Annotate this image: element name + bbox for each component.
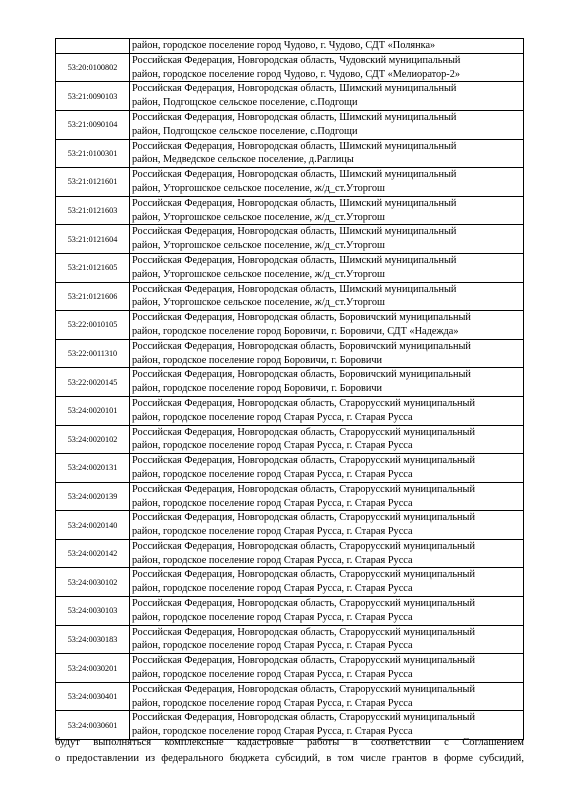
table-row bbox=[56, 396, 524, 425]
address-line: район, городское поселение город Старая Русса, г. Старая Русса bbox=[132, 411, 413, 423]
cadastral-number: 53:24:0020142 bbox=[56, 539, 130, 568]
cadastral-number: 53:24:0020140 bbox=[56, 511, 130, 540]
address-cell bbox=[130, 110, 524, 139]
address-cell bbox=[130, 82, 524, 111]
address-cell bbox=[130, 396, 524, 425]
address-line: Российская Федерация, Новгородская область, Шимский муниципальный bbox=[132, 140, 457, 152]
address-line: район, Уторгошское сельское поселение, ж/д_ст.Уторгош bbox=[132, 182, 385, 194]
address-line: район, городское поселение город Старая Русса, г. Старая Русса bbox=[132, 640, 413, 652]
address-line: район, городское поселение город Старая Русса, г. Старая Русса bbox=[132, 583, 413, 595]
address-cell bbox=[130, 311, 524, 340]
address-line: район, Уторгошское сельское поселение, ж/д_ст.Уторгош bbox=[132, 211, 385, 223]
address-line: Российская Федерация, Новгородская область, Боровичский муниципальный bbox=[132, 340, 471, 352]
address-cell bbox=[130, 39, 524, 54]
address-cell bbox=[130, 368, 524, 397]
address-line: район, городское поселение город Чудово, г. Чудово, СДТ «Мелиоратор-2» bbox=[132, 68, 461, 80]
table-row bbox=[56, 53, 524, 82]
table-row bbox=[56, 368, 524, 397]
address-cell bbox=[130, 225, 524, 254]
address-line: Российская Федерация, Новгородская область, Старорусский муниципальный bbox=[132, 683, 475, 695]
cadastral-number: 53:24:0030183 bbox=[56, 625, 130, 654]
table-row bbox=[56, 82, 524, 111]
address-cell bbox=[130, 682, 524, 711]
cadastral-number: 53:24:0020101 bbox=[56, 396, 130, 425]
paragraph-line: о предоставлении из федерального бюджета субсидий, в том числе грантов в форме субсидий, bbox=[55, 753, 524, 764]
address-cell bbox=[130, 139, 524, 168]
table-row bbox=[56, 168, 524, 197]
cadastral-number: 53:21:0121604 bbox=[56, 225, 130, 254]
cadastral-number: 53:21:0090103 bbox=[56, 82, 130, 111]
address-line: район, городское поселение город Старая Русса, г. Старая Русса bbox=[132, 440, 413, 452]
address-line: район, городское поселение город Старая Русса, г. Старая Русса bbox=[132, 526, 413, 538]
address-line: Российская Федерация, Новгородская область, Старорусский муниципальный bbox=[132, 626, 475, 638]
cadastral-number: 53:24:0030201 bbox=[56, 654, 130, 683]
address-line: район, городское поселение город Старая Русса, г. Старая Русса bbox=[132, 726, 413, 738]
address-cell bbox=[130, 568, 524, 597]
cadastral-number: 53:21:0100301 bbox=[56, 139, 130, 168]
cadastral-number: 53:22:0020145 bbox=[56, 368, 130, 397]
address-cell bbox=[130, 253, 524, 282]
address-line: Российская Федерация, Новгородская область, Старорусский муниципальный bbox=[132, 426, 475, 438]
address-cell bbox=[130, 454, 524, 483]
table-row bbox=[56, 625, 524, 654]
address-line: район, городское поселение город Старая Русса, г. Старая Русса bbox=[132, 468, 413, 480]
address-line: район, городское поселение город Боровичи, г. Боровичи, СДТ «Надежда» bbox=[132, 325, 459, 337]
table-row bbox=[56, 511, 524, 540]
address-cell bbox=[130, 511, 524, 540]
address-cell bbox=[130, 282, 524, 311]
table-row bbox=[56, 139, 524, 168]
cadastral-table-body bbox=[56, 39, 524, 740]
address-line: Российская Федерация, Новгородская область, Старорусский муниципальный bbox=[132, 512, 475, 524]
address-line: район, городское поселение город Боровичи, г. Боровичи bbox=[132, 354, 383, 366]
table-row bbox=[56, 110, 524, 139]
cadastral-number: 53:21:0121605 bbox=[56, 253, 130, 282]
address-line: Российская Федерация, Новгородская область, Старорусский муниципальный bbox=[132, 397, 475, 409]
address-cell bbox=[130, 597, 524, 626]
table-row bbox=[56, 568, 524, 597]
address-line: район, Подгощское сельское поселение, с.Подгощи bbox=[132, 125, 358, 137]
table-row bbox=[56, 282, 524, 311]
address-line: Российская Федерация, Новгородская область, Шимский муниципальный bbox=[132, 197, 457, 209]
address-line: Российская Федерация, Новгородская область, Боровичский муниципальный bbox=[132, 312, 471, 324]
address-line: Российская Федерация, Новгородская область, Шимский муниципальный bbox=[132, 83, 457, 95]
address-line: район, городское поселение город Старая Русса, г. Старая Русса bbox=[132, 669, 413, 681]
address-line: район, Медведское сельское поселение, д.Раглицы bbox=[132, 154, 354, 166]
address-line: район, городское поселение город Старая Русса, г. Старая Русса bbox=[132, 611, 413, 623]
table-row bbox=[56, 425, 524, 454]
address-cell bbox=[130, 53, 524, 82]
cadastral-number: 53:20:0100802 bbox=[56, 53, 130, 82]
table-row bbox=[56, 311, 524, 340]
cadastral-number: 53:24:0020139 bbox=[56, 482, 130, 511]
paragraph-line: будут выполняться комплексные кадастровые работы в соответствии с Соглашением bbox=[55, 737, 524, 748]
cadastral-code-cell bbox=[56, 39, 130, 54]
address-cell bbox=[130, 625, 524, 654]
table-row bbox=[56, 225, 524, 254]
address-cell bbox=[130, 539, 524, 568]
address-line: район, городское поселение город Боровичи, г. Боровичи bbox=[132, 383, 383, 395]
address-line: Российская Федерация, Новгородская область, Старорусский муниципальный bbox=[132, 483, 475, 495]
table-row bbox=[56, 597, 524, 626]
table-row bbox=[56, 39, 524, 54]
address-line: район, Уторгошское сельское поселение, ж/д_ст.Уторгош bbox=[132, 268, 385, 280]
table-row bbox=[56, 253, 524, 282]
cadastral-number: 53:21:0090104 bbox=[56, 110, 130, 139]
address-cell bbox=[130, 196, 524, 225]
address-line: Российская Федерация, Новгородская область, Чудовский муниципальный bbox=[132, 54, 461, 66]
table-row bbox=[56, 539, 524, 568]
cadastral-number: 53:22:0011310 bbox=[56, 339, 130, 368]
table-row bbox=[56, 339, 524, 368]
cadastral-number: 53:21:0121603 bbox=[56, 196, 130, 225]
address-line: Российская Федерация, Новгородская область, Шимский муниципальный bbox=[132, 111, 457, 123]
address-cell bbox=[130, 482, 524, 511]
address-line: Российская Федерация, Новгородская область, Шимский муниципальный bbox=[132, 283, 457, 295]
address-line: район, Подгощское сельское поселение, с.Подгощи bbox=[132, 97, 358, 109]
address-line: район, Уторгошское сельское поселение, ж/д_ст.Уторгош bbox=[132, 240, 385, 252]
table-row bbox=[56, 682, 524, 711]
address-cell bbox=[130, 339, 524, 368]
address-line: Российская Федерация, Новгородская область, Старорусский муниципальный bbox=[132, 540, 475, 552]
table-row bbox=[56, 482, 524, 511]
cadastral-number: 53:21:0121601 bbox=[56, 168, 130, 197]
address-line: Российская Федерация, Новгородская область, Старорусский муниципальный bbox=[132, 569, 475, 581]
body-paragraph bbox=[55, 735, 524, 767]
address-line: Российская Федерация, Новгородская область, Боровичский муниципальный bbox=[132, 369, 471, 381]
cadastral-number: 53:24:0030102 bbox=[56, 568, 130, 597]
address-line: Российская Федерация, Новгородская область, Старорусский муниципальный bbox=[132, 455, 475, 467]
cadastral-number: 53:21:0121606 bbox=[56, 282, 130, 311]
address-line: район, Уторгошское сельское поселение, ж/д_ст.Уторгош bbox=[132, 297, 385, 309]
address-line: Российская Федерация, Новгородская область, Шимский муниципальный bbox=[132, 254, 457, 266]
address-line: район, городское поселение город Старая Русса, г. Старая Русса bbox=[132, 497, 413, 509]
address-line: Российская Федерация, Новгородская область, Старорусский муниципальный bbox=[132, 598, 475, 610]
cadastral-number: 53:24:0030401 bbox=[56, 682, 130, 711]
cadastral-number: 53:22:0010105 bbox=[56, 311, 130, 340]
address-cell bbox=[130, 425, 524, 454]
cadastral-number: 53:24:0030103 bbox=[56, 597, 130, 626]
address-line: район, городское поселение город Старая Русса, г. Старая Русса bbox=[132, 554, 413, 566]
address-line: район, городское поселение город Старая Русса, г. Старая Русса bbox=[132, 697, 413, 709]
address-cell bbox=[130, 168, 524, 197]
address-line: Российская Федерация, Новгородская область, Старорусский муниципальный bbox=[132, 712, 475, 724]
address-line: Российская Федерация, Новгородская область, Шимский муниципальный bbox=[132, 226, 457, 238]
address-cell bbox=[130, 654, 524, 683]
cadastral-number: 53:24:0030601 bbox=[56, 711, 130, 740]
cadastral-number: 53:24:0020102 bbox=[56, 425, 130, 454]
cadastral-table bbox=[55, 38, 524, 740]
address-line: Российская Федерация, Новгородская область, Шимский муниципальный bbox=[132, 169, 457, 181]
cadastral-number: 53:24:0020131 bbox=[56, 454, 130, 483]
address-line: район, городское поселение город Чудово, г. Чудово, СДТ «Полянка» bbox=[132, 40, 436, 51]
table-row bbox=[56, 196, 524, 225]
address-line: Российская Федерация, Новгородская область, Старорусский муниципальный bbox=[132, 655, 475, 667]
table-row bbox=[56, 654, 524, 683]
table-row bbox=[56, 454, 524, 483]
